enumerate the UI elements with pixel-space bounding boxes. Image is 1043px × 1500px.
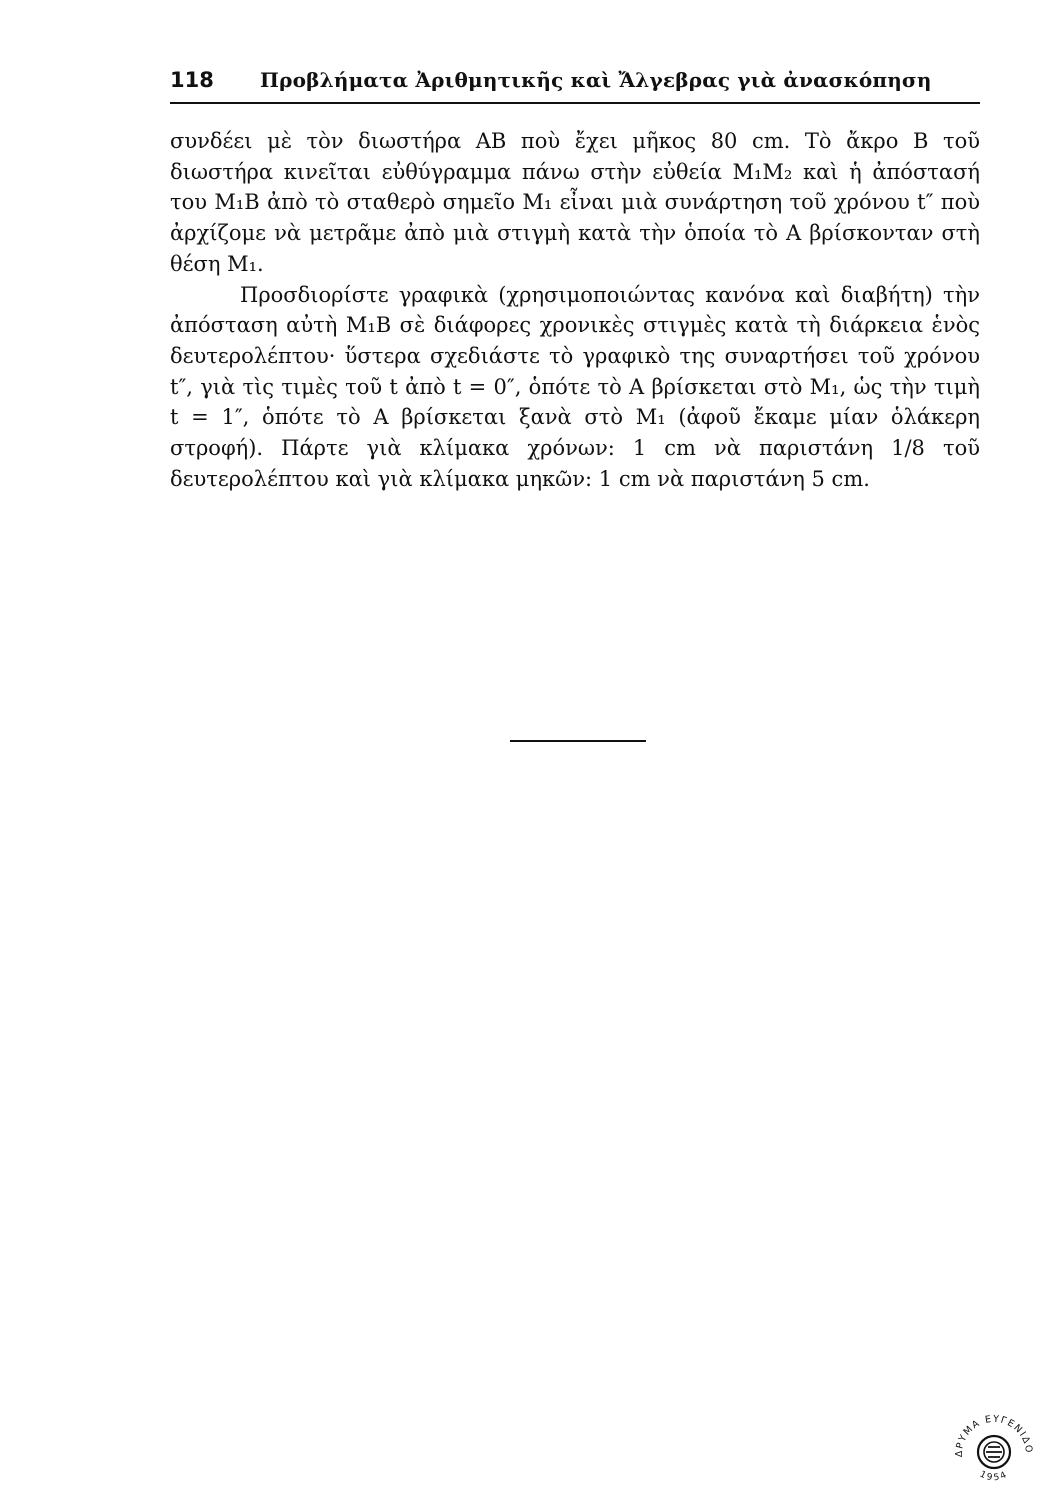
publisher-seal [952,1408,1036,1492]
svg-text:ΙΔΡΥΜΑ ΕΥΓΕΝΙΔΟΥ: ΔΡΥΜΑ ΕΥΓΕΝΙΔΟ [953,1413,1035,1458]
body-text [170,126,980,494]
section-end-rule [510,740,646,742]
svg-text:1954: 1954 [977,1469,1011,1484]
running-head: Προβλήματα Ἀριθμητικῆς καὶ Ἄλγεβρας γιὰ ἀνασκόπηση [260,68,932,92]
paragraph-1: συνδέει μὲ τὸν διωστήρα AB ποὺ ἔχει μῆκος 80 cm. Τὸ ἄκρο B τοῦ διωστήρα κινεῖται εὐθύγραμμα πάνω στὴν εὐθεία M₁M₂ καὶ ἡ ἀπόστασή του M₁B ἀπὸ τὸ σταθερὸ σημεῖο M₁ εἶναι μιὰ συνάρτηση τοῦ χρόνου t″ ποὺ ἀρχίζομε νὰ μετρᾶμε ἀπὸ μιὰ στιγμὴ κατὰ τὴν ὁποία τὸ A βρίσκονταν στὴ θέση M₁. [170,129,980,276]
paragraph-2: Προσδιορίστε γραφικὰ (χρησιμοποιώντας κανόνα καὶ διαβήτη) τὴν ἀπόσταση αὐτὴ M₁B σὲ διάφορες χρονικὲς στιγμὲς κατὰ τὴ διάρκεια ἑνὸς δευτερολέπτου· ὕστερα σχεδιάστε τὸ γραφικὸ της συναρτήσει τοῦ χρόνου t″, γιὰ τὶς τιμὲς τοῦ t ἀπὸ t = 0″, ὁπότε τὸ A βρίσκεται στὸ M₁, ὡς τὴν τιμὴ t = 1″, ὁπότε τὸ A βρίσκεται ξανὰ στὸ M₁ (ἀφοῦ ἔκαμε μίαν ὁλάκερη στροφή). Πάρτε γιὰ κλίμακα χρόνων: 1 cm νὰ παριστάνη 1/8 τοῦ δευτερολέπτου καὶ γιὰ κλίμακα μηκῶν: 1 cm νὰ παριστάνη 5 cm. [170,282,980,491]
seal-emblem-icon [952,1408,1036,1492]
page-number: 118 [170,68,214,92]
header-rule [170,102,980,104]
page-header [170,62,980,102]
